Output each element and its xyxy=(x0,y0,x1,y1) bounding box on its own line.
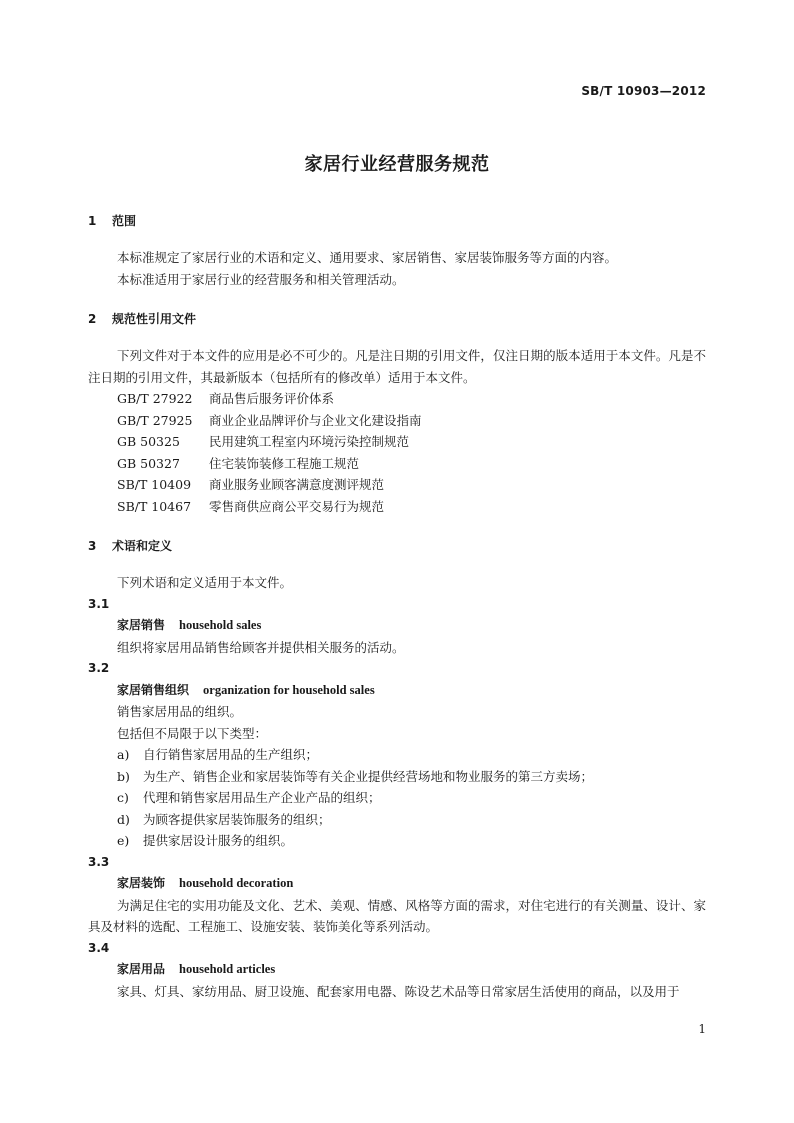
normative-reference xyxy=(88,453,706,475)
term-name xyxy=(88,873,706,895)
section-3-heading xyxy=(88,535,706,557)
term-name xyxy=(88,615,706,637)
term-note: 包括但不局限于以下类型： xyxy=(117,725,268,741)
reference-code: SB/T 10409 xyxy=(117,477,192,492)
term-name-zh: 家居装饰 xyxy=(117,876,166,890)
term-definition: 家具、灯具、家纺用品、厨卫设施、配套家用电器、陈设艺术品等日常家居生活使用的商品，以及用于 xyxy=(117,983,680,999)
section-number: 1 xyxy=(88,214,97,228)
list-item xyxy=(88,766,706,788)
reference-code: GB 50325 xyxy=(117,434,180,449)
section-title: 规范性引用文件 xyxy=(112,312,197,326)
reference-code: GB 50327 xyxy=(117,455,180,471)
normative-reference xyxy=(88,496,706,518)
normative-reference xyxy=(88,431,706,453)
section-number: 2 xyxy=(88,312,97,326)
list-text: 自行销售家居用品的生产组织； xyxy=(143,747,319,762)
list-text: 代理和销售家居用品生产企业产品的组织； xyxy=(143,790,381,805)
term-name xyxy=(88,959,706,981)
normative-intro-paragraph: 下列文件对于本文件的应用是必不可少的。凡是注日期的引用文件，仅注日期的版本适用于本文件。凡是不注日期的引用文件，其最新版本（包括所有的修改单）适用于本文件。 xyxy=(88,348,706,385)
page-number: 1 xyxy=(698,1022,706,1036)
term-name-zh: 家居用品 xyxy=(117,962,166,976)
normative-reference xyxy=(88,410,706,432)
term-name-en: organization for household sales xyxy=(203,682,375,697)
term-definition: 销售家居用品的组织。 xyxy=(117,704,243,719)
list-marker: b) xyxy=(117,768,130,784)
reference-code: SB/T 10467 xyxy=(117,498,192,514)
reference-name: 住宅装饰装修工程施工规范 xyxy=(209,455,360,471)
list-text: 为生产、销售企业和家居装饰等有关企业提供经营场地和物业服务的第三方卖场； xyxy=(143,768,594,784)
section-title: 术语和定义 xyxy=(112,539,173,553)
list-marker: e) xyxy=(117,833,130,848)
document-body xyxy=(88,210,706,1002)
term-definition: 组织将家居用品销售给顾客并提供相关服务的活动。 xyxy=(117,639,405,655)
terms-intro-paragraph: 下列术语和定义适用于本文件。 xyxy=(117,575,293,590)
term-number: 3.4 xyxy=(88,940,110,955)
reference-code: GB/T 27922 xyxy=(117,391,193,406)
reference-name: 商业服务业顾客满意度测评规范 xyxy=(209,477,385,492)
normative-reference xyxy=(88,474,706,496)
list-item xyxy=(88,787,706,809)
section-2-heading xyxy=(88,308,706,330)
standard-code: SB/T 10903—2012 xyxy=(581,84,706,98)
section-1-heading xyxy=(88,210,706,232)
term-name-en: household articles xyxy=(179,962,276,976)
term-name xyxy=(88,680,706,702)
list-marker: c) xyxy=(117,790,129,805)
term-name-en: household decoration xyxy=(179,876,294,890)
term-name-zh: 家居销售 xyxy=(117,618,166,632)
list-item xyxy=(88,830,706,852)
list-item xyxy=(88,809,706,831)
list-marker: d) xyxy=(117,811,130,827)
list-item xyxy=(88,744,706,766)
reference-name: 零售商供应商公平交易行为规范 xyxy=(209,498,385,514)
term-number: 3.1 xyxy=(88,596,110,611)
section-title: 范围 xyxy=(112,214,137,228)
section-number: 3 xyxy=(88,539,97,553)
term-name-en: household sales xyxy=(179,618,262,632)
document-title: 家居行业经营服务规范 xyxy=(304,154,490,175)
list-text: 为顾客提供家居装饰服务的组织； xyxy=(143,811,331,827)
term-number: 3.2 xyxy=(88,661,110,675)
reference-name: 民用建筑工程室内环境污染控制规范 xyxy=(209,434,410,449)
term-number: 3.3 xyxy=(88,854,110,869)
reference-name: 商品售后服务评价体系 xyxy=(209,391,335,406)
reference-code: GB/T 27925 xyxy=(117,412,193,428)
list-marker: a) xyxy=(117,747,130,762)
reference-name: 商业企业品牌评价与企业文化建设指南 xyxy=(209,412,422,428)
term-name-zh: 家居销售组织 xyxy=(117,682,190,697)
term-definition: 为满足住宅的实用功能及文化、艺术、美观、情感、风格等方面的需求，对住宅进行的有关测量、设计、家具及材料的选配、工程施工、设施安装、装饰美化等系列活动。 xyxy=(88,897,706,934)
scope-paragraph: 本标准适用于家居行业的经营服务和相关管理活动。 xyxy=(117,271,405,287)
list-text: 提供家居设计服务的组织。 xyxy=(143,833,294,848)
normative-reference xyxy=(88,388,706,410)
scope-paragraph: 本标准规定了家居行业的术语和定义、通用要求、家居销售、家居装饰服务等方面的内容。 xyxy=(117,250,618,265)
